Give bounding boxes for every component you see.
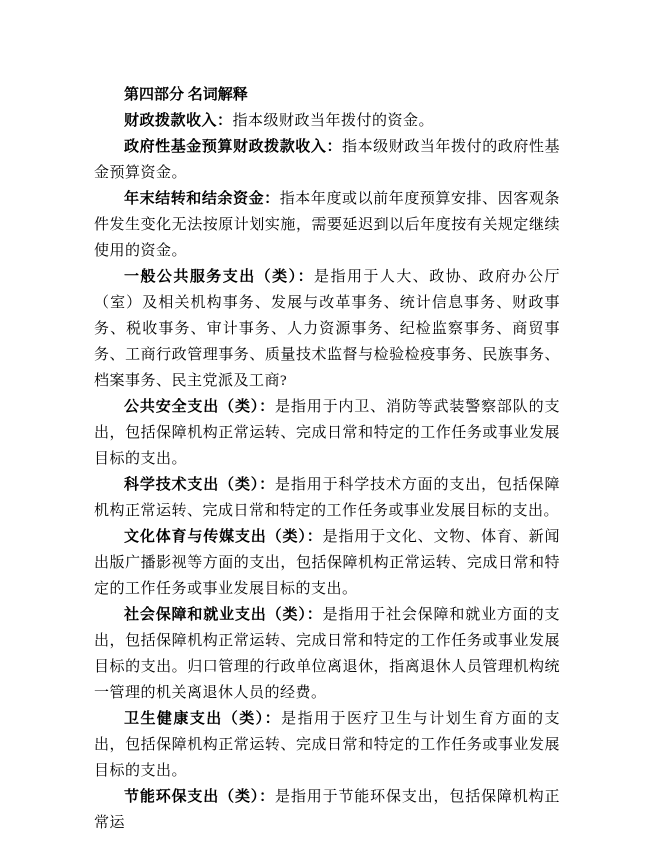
paragraph-culture-sports-media-expenditure <box>94 524 560 602</box>
paragraph-year-end-carryover-funds <box>94 186 560 264</box>
term-label: 社会保障和就业支出（类）： <box>124 607 323 623</box>
paragraph-fiscal-appropriation-income <box>94 108 560 134</box>
term-label: 公共安全支出（类）： <box>124 399 276 415</box>
term-label: 卫生健康支出（类）： <box>124 711 282 727</box>
paragraph-energy-conservation-expenditure <box>94 784 560 836</box>
term-definition: 是指用于社会保障和就业方面的支出，包括保障机构正常运转、完成日常和特定的工作任务或事业发展目标的支出。归口管理的行政单位离退休，指离退休人员管理机构统一管理的机关离退休人员的经费。 <box>94 607 560 701</box>
term-label: 政府性基金预算财政拨款收入： <box>124 139 343 155</box>
term-definition: 是指用于医疗卫生与计划生育方面的支出，包括保障机构正常运转、完成日常和特定的工作任务或事业发展目标的支出。 <box>94 711 560 779</box>
term-label: 科学技术支出（类）： <box>124 477 276 493</box>
paragraph-science-technology-expenditure <box>94 472 560 524</box>
term-definition: 是指用于文化、文物、体育、新闻出版广播影视等方面的支出，包括保障机构正常运转、完成日常和特定的工作任务或事业发展目标的支出。 <box>94 529 560 597</box>
term-definition: 指本级财政当年拨付的政府性基金预算资金。 <box>94 139 560 181</box>
section-heading: 第四部分 名词解释 <box>124 87 248 103</box>
paragraph-public-security-expenditure <box>94 394 560 472</box>
term-definition: 指本级财政当年拨付的资金。 <box>232 113 435 129</box>
paragraph-government-fund-budget-income <box>94 134 560 186</box>
paragraph-social-security-employment-expenditure <box>94 602 560 706</box>
term-label: 年末结转和结余资金： <box>124 191 280 207</box>
term-definition: 指本年度或以前年度预算安排、因客观条件发生变化无法按原计划实施，需要延迟到以后年度按有关规定继续使用的资金。 <box>94 191 560 259</box>
term-label: 财政拨款收入： <box>124 113 233 129</box>
term-definition: 是指用于节能环保支出，包括保障机构正常运 <box>94 789 560 831</box>
paragraph-health-expenditure <box>94 706 560 784</box>
term-definition: 是指用于人大、政协、政府办公厅（室）及相关机构事务、发展与改革事务、统计信息事务、财政事务、税收事务、审计事务、人力资源事务、纪检监察事务、商贸事务、工商行政管理事务、质量技术监督与检验检疫事务、民族事务、档案事务、民主党派及工商? <box>94 269 560 389</box>
term-definition: 是指用于内卫、消防等武装警察部队的支出，包括保障机构正常运转、完成日常和特定的工作任务或事业发展目标的支出。 <box>94 399 560 467</box>
term-label: 文化体育与传媒支出（类）： <box>124 529 323 545</box>
term-label: 节能环保支出（类）： <box>124 789 276 805</box>
term-label: 一般公共服务支出（类）： <box>124 269 315 285</box>
paragraph-general-public-service-expenditure <box>94 264 560 394</box>
term-definition: 是指用于科学技术方面的支出，包括保障机构正常运转、完成日常和特定的工作任务或事业发展目标的支出。 <box>94 477 560 519</box>
